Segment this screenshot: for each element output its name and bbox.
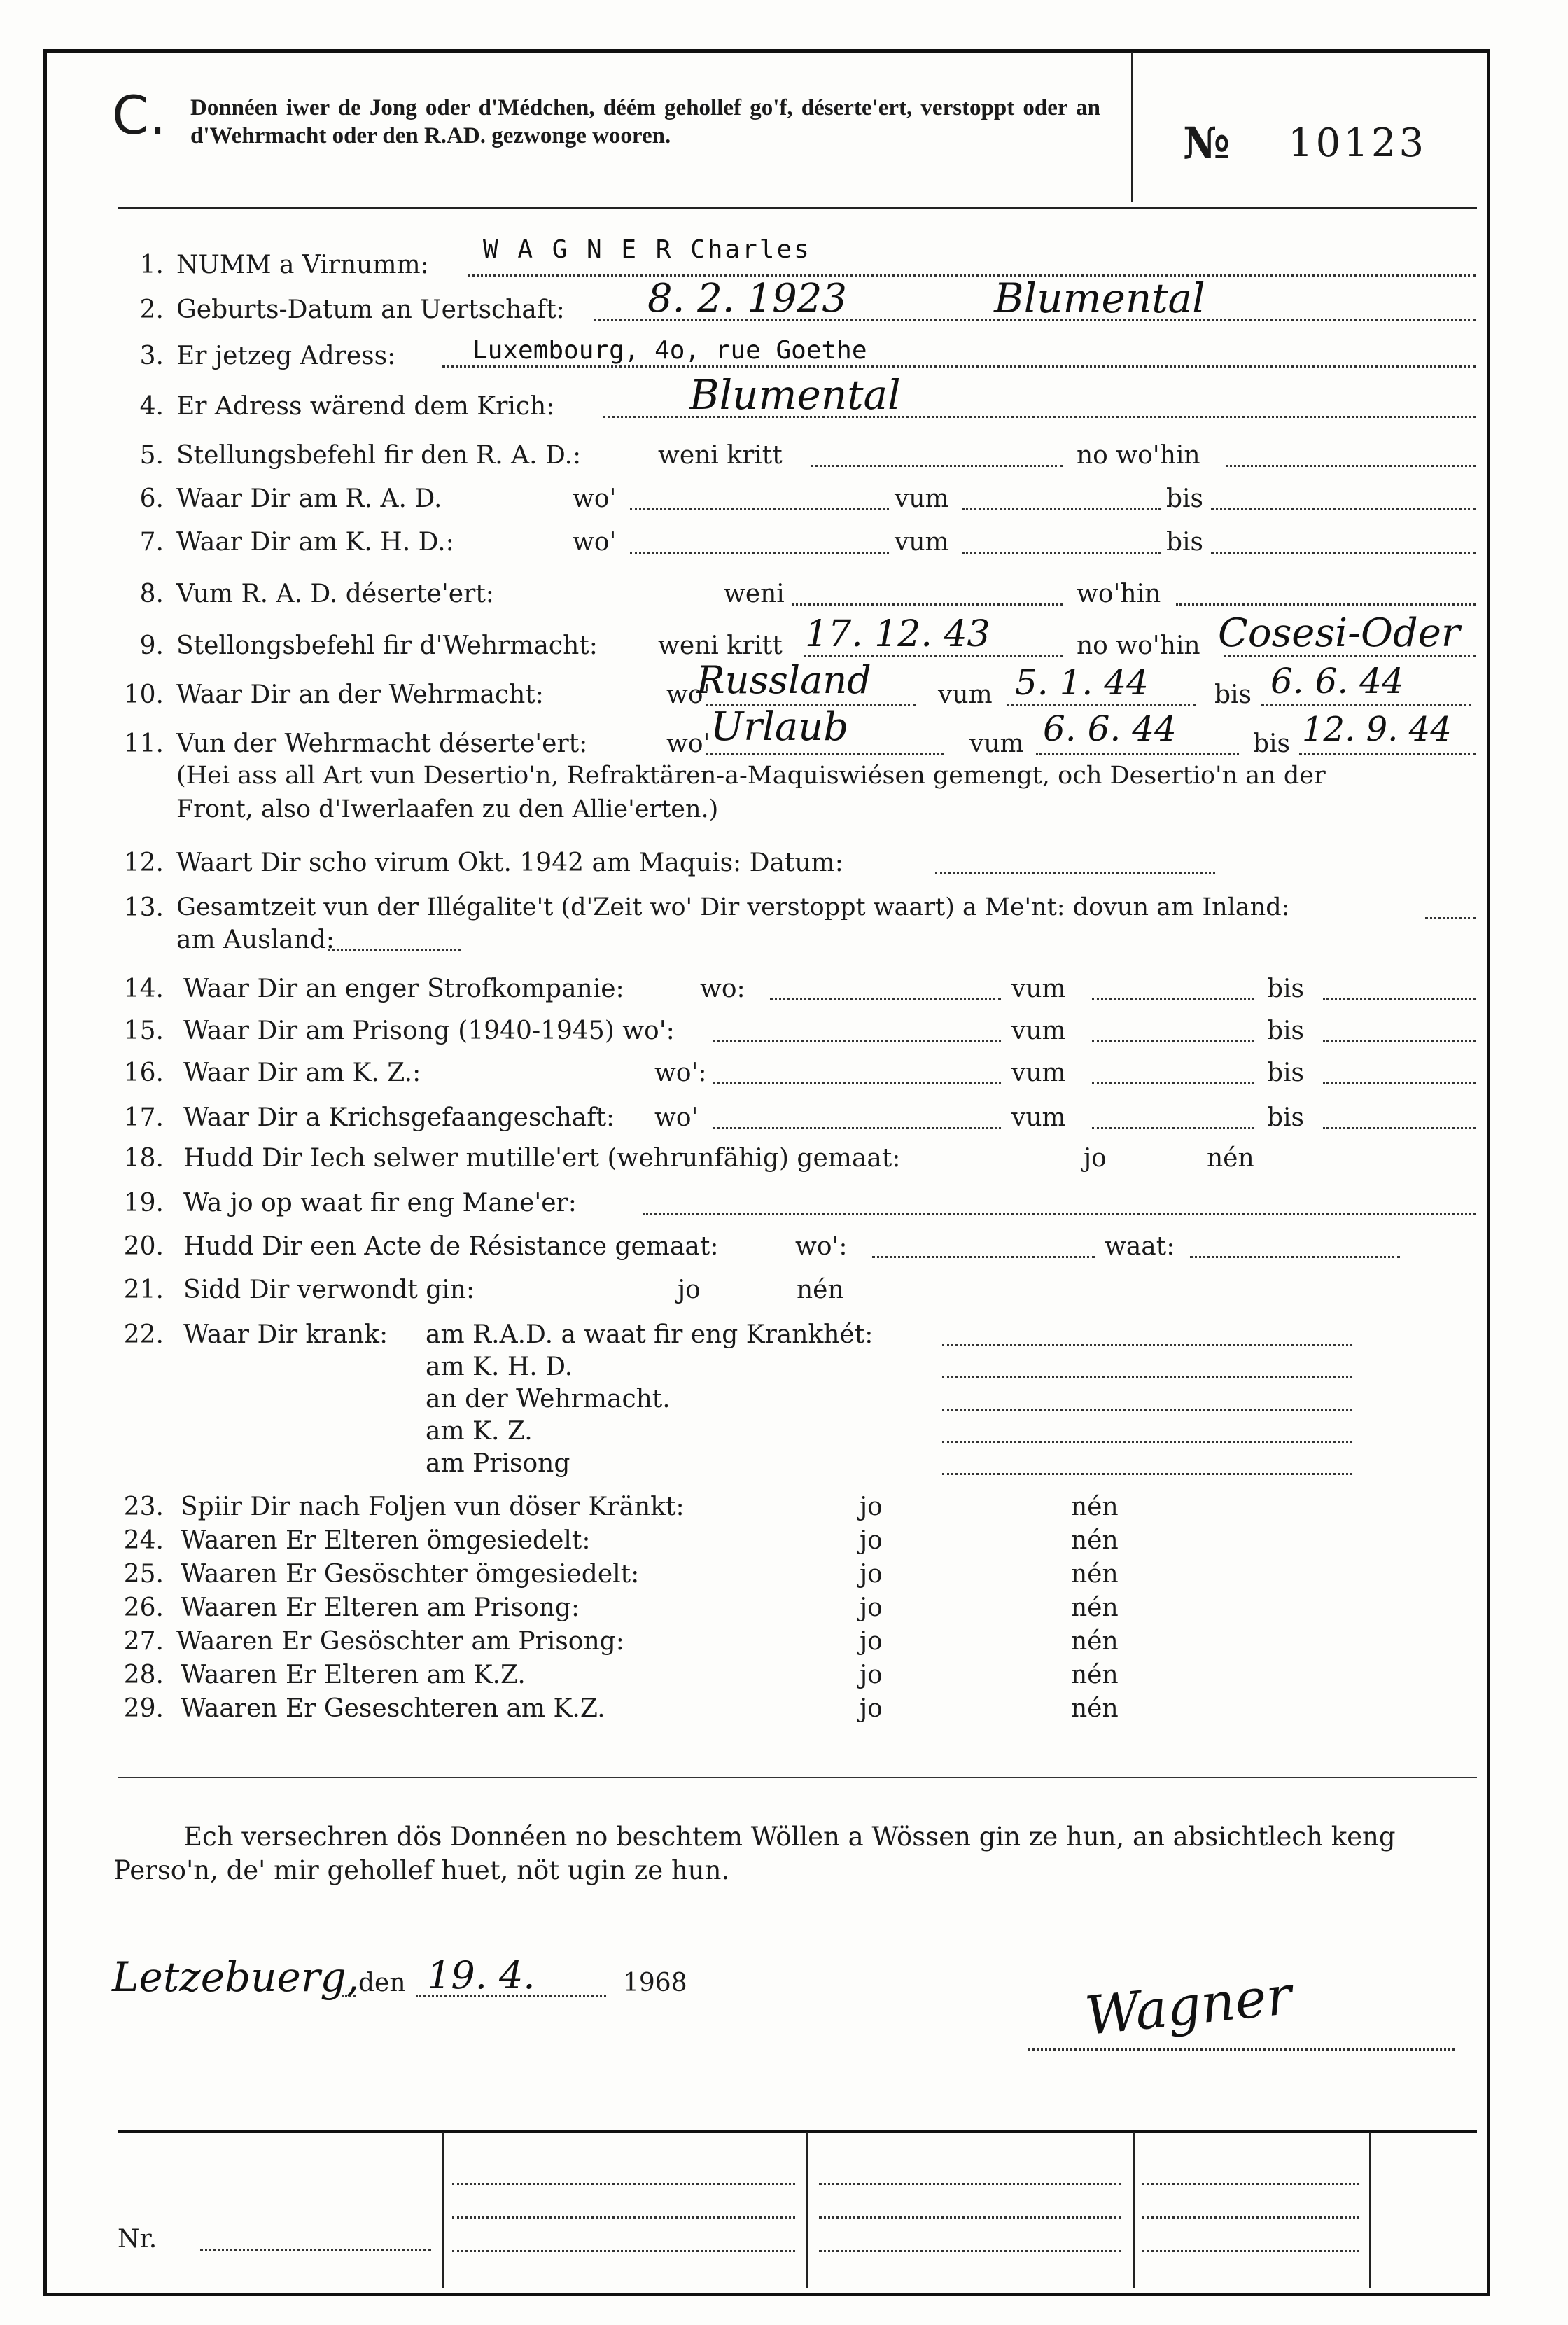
answer-line[interactable] [643,1213,1476,1215]
row-label: Geburts-Datum an Uertschaft: [176,295,565,324]
answer-line[interactable] [1261,704,1471,706]
field-label: wo' [573,528,617,557]
sub-label: am K. H. D. [426,1353,573,1381]
answer-line[interactable] [1323,1082,1476,1084]
field-label: wo' [654,1103,699,1132]
row-number: 26. [123,1593,164,1622]
answer-line[interactable] [1036,753,1239,755]
name-value: W A G N E R Charles [483,235,811,264]
row-label: Waar Dir am R. A. D. [176,484,442,513]
row-label: Stellongsbefehl fir d'Wehrmacht: [176,631,598,660]
row-number: 22. [123,1320,164,1349]
row-number: 21. [123,1276,164,1304]
row-label: Waar Dir am K. Z.: [183,1059,421,1087]
field-label: waat: [1105,1232,1175,1261]
field-label: bis [1253,729,1291,758]
field-label: weni kritt [658,441,783,470]
field-label: wo': [795,1232,848,1261]
footer-line[interactable] [452,2183,795,2185]
birth-place-value: Blumental [994,274,1205,322]
yes-option[interactable]: jo [860,1560,883,1589]
row-label: Waaren Er Elteren am Prisong: [181,1593,580,1622]
no-option[interactable]: nén [1071,1627,1119,1656]
field-label: bis [1267,1017,1305,1045]
answer-line[interactable] [1176,603,1476,606]
row-label: Spiir Dir nach Foljen vun döser Kränkt: [181,1493,685,1521]
no-option[interactable]: nén [1071,1593,1119,1622]
no-option[interactable]: nén [797,1276,844,1304]
answer-line[interactable] [328,949,461,951]
yes-option[interactable]: jo [678,1276,701,1304]
field-label: vum [938,680,993,709]
answer-line[interactable] [1092,1127,1254,1129]
declaration-line: Perso'n, de' mir gehollef huet, nöt ugin ze hun. [113,1855,730,1885]
order-date-value: 17. 12. 43 [805,613,990,655]
footer-line[interactable] [1142,2216,1359,2219]
row-number: 29. [123,1694,164,1723]
answer-line[interactable] [630,552,889,554]
field-label: bis [1166,484,1204,513]
field-label: bis [1214,680,1252,709]
field-label: weni kritt [658,631,783,660]
yes-option[interactable]: jo [860,1627,883,1656]
footer-line[interactable] [452,2250,795,2252]
answer-line[interactable] [1425,917,1476,919]
answer-line[interactable] [1323,1040,1476,1042]
field-label: bis [1267,975,1305,1003]
row-number: 23. [123,1493,164,1521]
answer-line[interactable] [942,1376,1352,1378]
field-label: bis [1267,1059,1305,1087]
field-label: wo' [666,729,710,758]
row-label: Waaren Er Gesöschter am Prisong: [176,1627,624,1656]
row-number: 12. [123,849,164,877]
answer-line[interactable] [962,552,1161,554]
row-label: Waar Dir an enger Strofkompanie: [183,975,624,1003]
field-label: vum [895,484,949,513]
row-label: Gesamtzeit vun der Illégalite't (d'Zeit wo' Dir verstoppt waart) a Me'nt: dovun am Inland: [176,893,1290,921]
row-label: Waart Dir scho virum Okt. 1942 am Maquis: Datum: [176,849,844,877]
row-label: Er Adress wärend dem Krich: [176,392,555,421]
yes-option[interactable]: jo [860,1694,883,1723]
answer-line[interactable] [942,1441,1352,1443]
row-number: 19. [123,1189,164,1217]
desertion-location-value: Urlaub [710,704,849,750]
signature-line[interactable] [1028,2048,1455,2051]
answer-line[interactable] [792,603,1063,606]
yes-option[interactable]: jo [860,1661,883,1689]
footer-rule [118,2130,1477,2133]
field-label: no wo'hin [1077,441,1200,470]
header-divider [1131,52,1133,202]
row-label: Waar Dir krank: [183,1320,388,1349]
answer-line[interactable] [1323,998,1476,1000]
answer-line[interactable] [630,508,889,510]
footer-line[interactable] [1142,2183,1359,2185]
row-number: 16. [123,1059,164,1087]
answer-line[interactable] [442,365,1476,368]
answer-line[interactable] [942,1473,1352,1475]
wehrmacht-from-value: 5. 1. 44 [1015,662,1149,703]
signature-place: Letzebuerg, [112,1953,360,2001]
wehrmacht-location-value: Russland [696,658,872,702]
row-number: 10. [123,680,164,709]
answer-line[interactable] [1092,1040,1254,1042]
answer-line[interactable] [935,872,1215,874]
answer-line[interactable] [872,1256,1095,1258]
row-number: 25. [123,1560,164,1589]
row-label: Waaren Er Gesöschter ömgesiedelt: [181,1560,640,1589]
row-number: 9. [139,631,164,660]
birth-date-value: 8. 2. 1923 [648,276,847,321]
row-label: Wa jo op waat fir eng Mane'er: [183,1189,577,1217]
footer-line[interactable] [819,2250,1121,2252]
row-label: Waaren Er Elteren ömgesiedelt: [181,1526,591,1555]
section-title: Donnéen iwer de Jong oder d'Médchen, déém gehollef go'f, déserte'ert, verstoppt oder an d'Wehrmacht oder den R.AD. gezwonge wooren. [190,95,1100,148]
row-number: 13. [123,893,164,922]
sub-label: am Prisong [426,1449,570,1478]
row-number: 1. [139,251,164,279]
footer-line[interactable] [452,2216,795,2219]
row-label: Hudd Dir Iech selwer mutille'ert (wehrunfähig) gemaat: [183,1144,901,1173]
form-number: 10123 [1288,120,1427,166]
yes-option[interactable]: jo [1084,1144,1107,1173]
row-number: 4. [139,392,164,421]
answer-line[interactable] [713,1082,1001,1084]
row-label: Waar Dir am Prisong (1940-1945) wo': [183,1017,675,1045]
desertion-to-value: 12. 9. 44 [1302,710,1452,749]
row-label: Hudd Dir een Acte de Résistance gemaat: [183,1232,719,1261]
field-label: weni [724,580,785,608]
no-option[interactable]: nén [1071,1694,1119,1723]
section-letter: C. [112,84,167,146]
row-number: 11. [123,729,164,758]
row-number: 15. [123,1017,164,1045]
answer-line[interactable] [468,274,1476,277]
answer-line[interactable] [1226,465,1476,467]
field-label: wo': [654,1059,707,1087]
footer-line[interactable] [1142,2250,1359,2252]
yes-option[interactable]: jo [860,1526,883,1555]
row-label: Waar Dir am K. H. D.: [176,528,454,557]
no-option[interactable]: nén [1207,1144,1254,1173]
declaration-line: Ech versechren dös Donnéen no beschtem Wöllen a Wössen gin ze hun, an absichtlech keng [183,1822,1396,1852]
row-label: am Ausland: [176,926,335,954]
field-label: wo: [700,975,746,1003]
field-label: wo'hin [1077,580,1161,608]
footer-line[interactable] [819,2216,1121,2219]
field-label: vum [1011,1017,1066,1045]
sub-label: am K. Z. [426,1417,533,1446]
answer-line[interactable] [1092,998,1254,1000]
declaration-rule [118,1777,1477,1778]
field-label: no wo'hin [1077,631,1200,660]
sub-label: am R.A.D. a waat fir eng Krankhét: [426,1320,874,1349]
desertion-from-value: 6. 6. 44 [1043,708,1177,749]
field-label: vum [969,729,1024,758]
answer-line[interactable] [713,1127,1001,1129]
row-number: 3. [139,342,164,370]
answer-line[interactable] [962,508,1161,510]
answer-line[interactable] [706,753,944,755]
row-number: 20. [123,1232,164,1261]
field-label: wo' [666,680,710,709]
footer-divider [806,2132,808,2288]
row-number: 5. [139,441,164,470]
war-address-value: Blumental [690,371,901,419]
row-label: Vum R. A. D. déserte'ert: [176,580,494,608]
footer-line[interactable] [819,2183,1121,2185]
header-rule [118,207,1477,209]
row-number: 27. [123,1627,164,1656]
row-number: 8. [139,580,164,608]
signature-date: 19. 4. [427,1953,536,1997]
footer-divider [1369,2132,1371,2288]
answer-line[interactable] [1190,1256,1400,1258]
field-label: bis [1166,528,1204,557]
row-label: Sidd Dir verwondt gin: [183,1276,475,1304]
answer-line[interactable] [804,655,1063,657]
answer-line[interactable] [1323,1127,1476,1129]
row-label: Waar Dir a Krichsgefaangeschaft: [183,1103,615,1132]
row-label: Stellungsbefehl fir den R. A. D.: [176,441,582,470]
answer-line[interactable] [1299,753,1476,755]
yes-option[interactable]: jo [860,1493,883,1521]
row-number: 7. [139,528,164,557]
row-number: 24. [123,1526,164,1555]
answer-line[interactable] [1211,508,1476,510]
yes-option[interactable]: jo [860,1593,883,1622]
row-label: Waaren Er Elteren am K.Z. [181,1661,526,1689]
no-option[interactable]: nén [1071,1661,1119,1689]
answer-line[interactable] [342,1995,356,1997]
row-number: 6. [139,484,164,513]
no-option[interactable]: nén [1071,1560,1119,1589]
footer-divider [442,2132,444,2288]
answer-line[interactable] [1092,1082,1254,1084]
number-sign: № [1183,118,1231,169]
row-number: 28. [123,1661,164,1689]
field-label: vum [1011,1103,1066,1132]
field-label: vum [1011,1059,1066,1087]
answer-line[interactable] [942,1344,1352,1346]
row-note: (Hei ass all Art vun Desertio'n, Refraktären-a-Maquiswiésen gemengt, och Desertio'n an der [176,762,1326,790]
answer-line[interactable] [770,998,1001,1000]
row-note: Front, also d'Iwerlaafen zu den Allie'erten.) [176,795,719,823]
answer-line[interactable] [713,1040,1001,1042]
answer-line[interactable] [1007,704,1196,706]
nr-line[interactable] [200,2249,431,2251]
field-label: vum [895,528,949,557]
answer-line[interactable] [1211,552,1476,554]
nr-label: Nr. [118,2225,158,2254]
row-number: 17. [123,1103,164,1132]
signature: Wagner [1082,1963,1295,2048]
no-option[interactable]: nén [1071,1493,1119,1521]
field-label: bis [1267,1103,1305,1132]
row-label: Vun der Wehrmacht déserte'ert: [176,729,588,758]
order-destination-value: Cosesi-Oder [1218,610,1460,656]
row-label: NUMM a Virnumm: [176,251,429,279]
row-label: Er jetzeg Adress: [176,342,396,370]
field-label: wo' [573,484,617,513]
footer-divider [1133,2132,1135,2288]
row-label: Waar Dir an der Wehrmacht: [176,680,544,709]
den-label: den [358,1969,406,1997]
row-number: 18. [123,1144,164,1173]
field-label: vum [1011,975,1066,1003]
address-value: Luxembourg, 4o, rue Goethe [472,336,867,365]
row-number: 2. [139,295,164,324]
year-label: 1968 [623,1969,687,1997]
sub-label: an der Wehrmacht. [426,1385,671,1413]
no-option[interactable]: nén [1071,1526,1119,1555]
row-number: 14. [123,975,164,1003]
answer-line[interactable] [942,1409,1352,1411]
answer-line[interactable] [811,465,1063,467]
row-label: Waaren Er Geseschteren am K.Z. [181,1694,606,1723]
wehrmacht-to-value: 6. 6. 44 [1270,661,1404,701]
